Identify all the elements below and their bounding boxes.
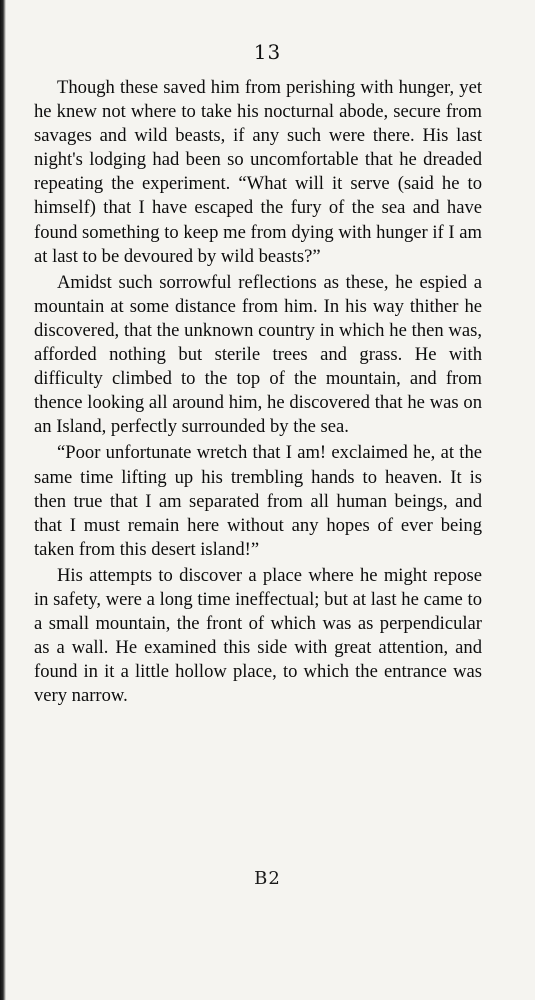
signature-mark: B2 — [254, 868, 281, 889]
paragraph-4: His attempts to discover a place where he might repose in safety, were a long time ineffectual; but at last he came to a small mountain, the front of which was as perpendicular as a wall. He examined this side with great attention, and found in it a little hollow place, to which the entrance was very narrow. — [34, 564, 482, 707]
page-edge-shadow — [0, 0, 6, 1000]
paragraph-1: Though these saved him from perishing with hunger, yet he knew not where to take his nocturnal abode, secure from savages and wild beasts, if any such were there. His last night's lodging had been so uncomfortable that he dreaded repeating the experiment. “What will it serve (said he to himself) that I have escaped the fury of the sea and have found something to keep me from dying with hunger if I am at last to be devoured by wild beasts?” — [34, 77, 482, 267]
paragraph-2: Amidst such sorrowful reflections as these, he espied a mountain at some distance from him. In his way thither he discovered, that the unknown country in which he then was, afforded nothing but sterile trees and grass. He with difficulty climbed to the top of the mountain, and from thence looking all around him, he discovered that he was on an Island, perfectly surrounded by the sea. — [34, 271, 482, 438]
page-number: 13 — [253, 40, 282, 64]
paragraph-3: “Poor unfortunate wretch that I am! exclaimed he, at the same time lifting up his trembling hands to heaven. It is then true that I am separated from all human beings, and that I must remain here without any hopes of ever being taken from this desert island!” — [34, 442, 482, 560]
body-text — [34, 76, 482, 708]
